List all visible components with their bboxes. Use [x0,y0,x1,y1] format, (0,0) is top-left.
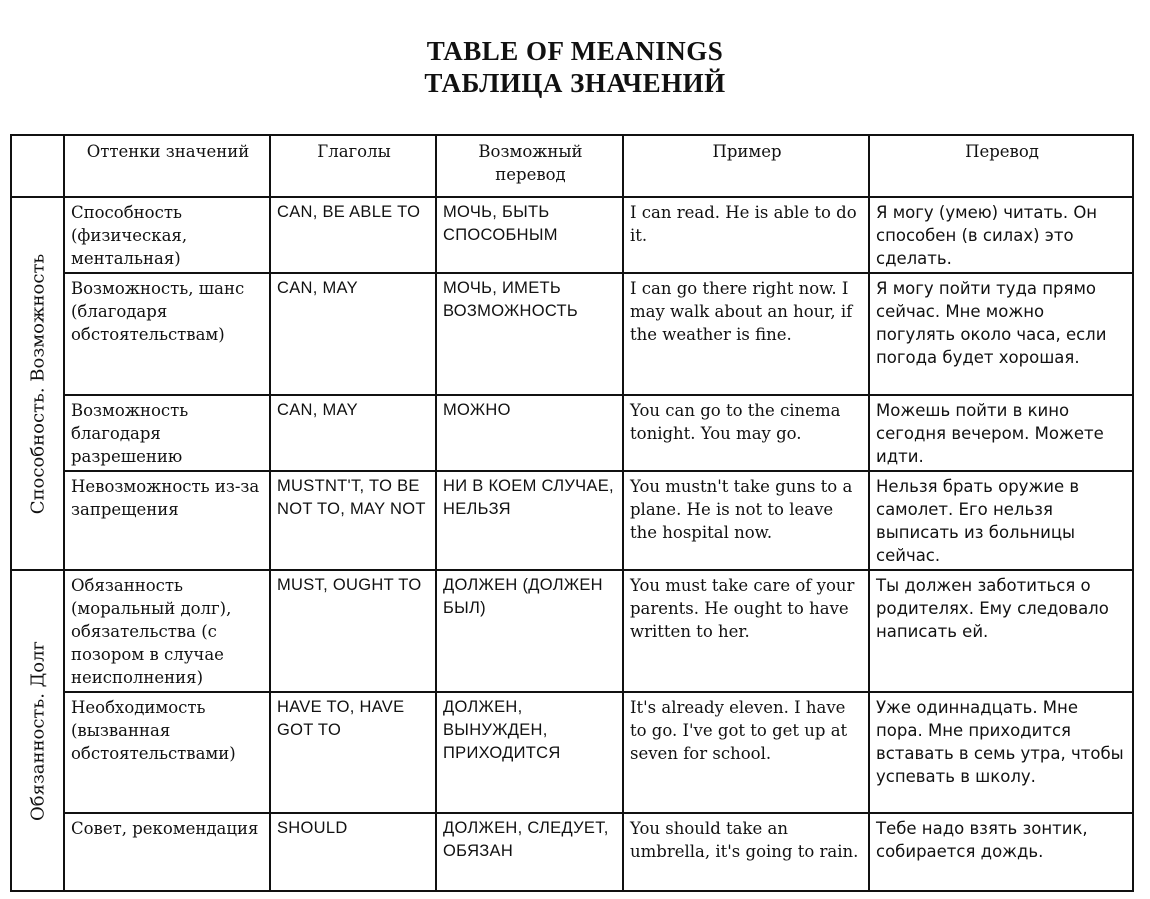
cell-verbs: CAN, MAY [270,395,436,471]
table-row [11,273,1133,395]
cell-translation: Ты должен заботиться о родителях. Ему следовало написать ей. [869,570,1133,692]
cell-possible: МОЧЬ, ИМЕТЬ ВОЗМОЖНОСТЬ [436,273,623,395]
cell-example: It's already eleven. I have to go. I've got to get up at seven for school. [623,692,869,813]
cell-example: I can read. He is able to do it. [623,197,869,273]
header-translation: Перевод [869,135,1133,197]
section-label-ability [11,197,64,570]
cell-possible: МОЧЬ, БЫТЬ СПОСОБНЫМ [436,197,623,273]
cell-verbs: MUST, OUGHT TO [270,570,436,692]
cell-example: You should take an umbrella, it's going to rain. [623,813,869,891]
cell-example: You must take care of your parents. He ought to have written to her. [623,570,869,692]
cell-verbs: SHOULD [270,813,436,891]
cell-possible: ДОЛЖЕН (ДОЛЖЕН БЫЛ) [436,570,623,692]
header-section [11,135,64,197]
header-row [11,135,1133,197]
section-label-text: Обязанность. Долг [27,640,48,821]
cell-verbs: CAN, MAY [270,273,436,395]
section-label-text: Способность. Возможность [27,253,48,514]
cell-verbs: CAN, BE ABLE TO [270,197,436,273]
title-english: TABLE OF MEANINGS [426,36,724,66]
table-row [11,813,1133,891]
table-row [11,692,1133,813]
header-example: Пример [623,135,869,197]
cell-shade: Возможность, шанс (благодаря обстоятельствам) [64,273,270,395]
cell-translation: Тебе надо взять зонтик, собирается дождь. [869,813,1133,891]
cell-possible: НИ В КОЕМ СЛУЧАЕ, НЕЛЬЗЯ [436,471,623,570]
cell-possible: МОЖНО [436,395,623,471]
cell-shade: Совет, рекомендация [64,813,270,891]
cell-translation: Я могу (умею) читать. Он способен (в силах) это сделать. [869,197,1133,273]
table-row [11,197,1133,273]
cell-translation: Уже одиннадцать. Мне пора. Мне приходится вставать в семь утра, чтобы успевать в школу. [869,692,1133,813]
title-russian: ТАБЛИЦА ЗНАЧЕНИЙ [424,68,726,98]
meanings-table [10,134,1134,892]
cell-shade: Необходимость (вызванная обстоятельствами) [64,692,270,813]
header-verbs: Глаголы [270,135,436,197]
section-label-duty [11,570,64,891]
cell-translation: Можешь пойти в кино сегодня вечером. Можете идти. [869,395,1133,471]
cell-example: I can go there right now. I may walk about an hour, if the weather is fine. [623,273,869,395]
cell-shade: Обязанность (моральный долг), обязательства (с позором в случае неисполнения) [64,570,270,692]
cell-shade: Способность (физическая, ментальная) [64,197,270,273]
cell-possible: ДОЛЖЕН, СЛЕДУЕТ, ОБЯЗАН [436,813,623,891]
cell-verbs: HAVE TO, HAVE GOT TO [270,692,436,813]
table-row [11,395,1133,471]
cell-translation: Я могу пойти туда прямо сейчас. Мне можно погулять около часа, если погода будет хорошая. [869,273,1133,395]
header-shades: Оттенки значений [64,135,270,197]
cell-shade: Невозможность из-за запрещения [64,471,270,570]
header-possible-translation: Возможный перевод [436,135,623,197]
cell-shade: Возможность благодаря разрешению [64,395,270,471]
cell-example: You can go to the cinema tonight. You may go. [623,395,869,471]
table-row [11,471,1133,570]
cell-verbs: MUSTNT'T, TO BE NOT TO, MAY NOT [270,471,436,570]
cell-example: You mustn't take guns to a plane. He is not to leave the hospital now. [623,471,869,570]
cell-possible: ДОЛЖЕН, ВЫНУЖДЕН, ПРИХОДИТСЯ [436,692,623,813]
cell-translation: Нельзя брать оружие в самолет. Его нельзя выписать из больницы сейчас. [869,471,1133,570]
table-row [11,570,1133,692]
